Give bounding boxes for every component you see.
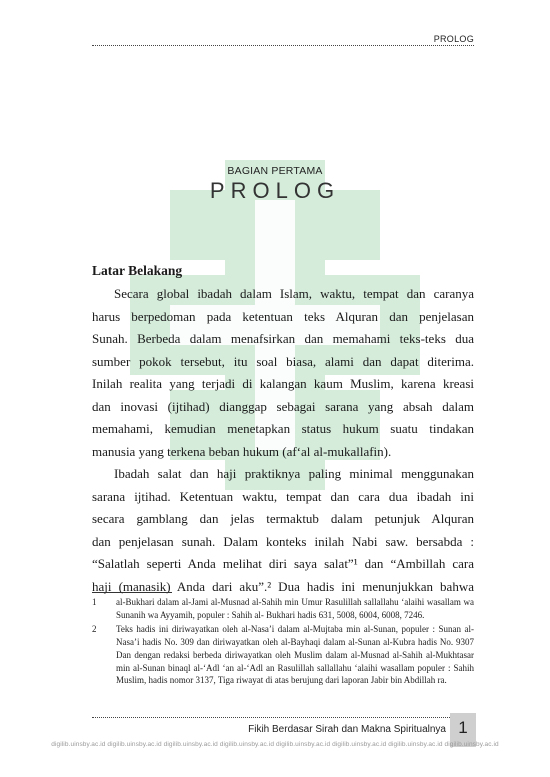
- footnote-text: Teks hadis ini diriwayatkan oleh al-Nasa’i dalam al-Mujtaba min al-Sunan, populer : Sunan al-Nasa’i hadis No. 309 dan diriwayatkan oleh al-Bayhaqi dalam al-Sunan al-Kubra hadis No. 9307 Dan dengan redaksi berbeda diriwayatkan oleh Muslim dalam al-Musnad al-Sahih al-Mukhtasar min al-Sunan binaql al-‘Adl ‘an al-‘Adl an Rasulillah sallallahu ‘alaihi wasallam populer : Sahih Muslim, hadis nomor 3137, Tiga riwayat di atas berujung dari laporan Jabir bin Abdillah ra.: [116, 624, 474, 686]
- text-line: Inilah realita yang terjadi di kalangan kaum Muslim, karena kreasi: [92, 376, 474, 391]
- text-line: Secara global ibadah dalam Islam, waktu, tempat dan caranya: [114, 286, 474, 301]
- text-line: haji (manasik) Anda dari aku”.² Dua hadis ini menunjukkan bahwa: [92, 578, 474, 594]
- footnotes: [92, 596, 474, 689]
- text-line: dan inovasi (ijtihad) dianggap sebagai sarana yang absah dalam: [92, 398, 474, 414]
- text-line: sumber pokok tersebut, itu soal biasa, alami dan dapat diterima.: [92, 353, 474, 369]
- footnote-1: [92, 596, 474, 621]
- running-head: PROLOG: [433, 34, 474, 44]
- footer-rule: [92, 717, 450, 718]
- page-number: 1: [458, 718, 468, 737]
- repository-watermark-text: digilib.uinsby.ac.id digilib.uinsby.ac.id digilib.uinsby.ac.id digilib.uinsby.ac.id digilib.uinsby.ac.id digilib.uinsby.ac.id digilib.uinsby.ac.id digilib.uinsby.ac.id: [51, 741, 499, 748]
- text-line: manusia yang terkena beban hukum (af‘al al-mukallafin).: [92, 443, 392, 459]
- text-line: harus berpedoman pada ketentuan teks Alquran dan penjelasan: [92, 308, 474, 324]
- text-line: Sunah. Berbeda dalam menafsirkan dan memahami teks-teks dua: [92, 331, 474, 346]
- text-line: “Salatlah seperti Anda melihat diri saya salat”¹ dan “Ambillah cara: [92, 556, 474, 571]
- footer-book-title: Fikih Berdasar Sirah dan Makna Spiritualnya: [248, 724, 446, 735]
- chapter-title: PROLOG: [209, 178, 341, 203]
- footnote-number: 1: [92, 597, 97, 607]
- text-line: secara gamblang dan jelas termaktub dalam petunjuk Alquran: [92, 511, 474, 526]
- header-rule: [92, 45, 474, 46]
- section-label: BAGIAN PERTAMA: [227, 165, 323, 177]
- text-line: memahami, kemudian menetapkan status hukum suatu tindakan: [92, 421, 474, 436]
- footnote-rule: [92, 592, 172, 593]
- body-text: [92, 260, 474, 598]
- subheading: Latar Belakang: [92, 263, 183, 278]
- footnote-text: al-Bukhari dalam al-Jami al-Musnad al-Sahih min Umur Rasulillah sallallahu ‘alaihi wasallam wa Sunanih wa Ayyamih, populer : Sahih al- Bukhari hadis 631, 5008, 6004, 6008, 7246.: [116, 597, 474, 620]
- footnote-2: [92, 623, 474, 687]
- text-line: dan penjelasan sunah. Dalam konteks inilah Nabi saw. bersabda :: [92, 533, 474, 549]
- paragraph-1: [92, 283, 474, 463]
- paragraph-2: [92, 463, 474, 598]
- text-line: Ibadah salat dan haji praktiknya paling minimal menggunakan: [114, 466, 474, 481]
- text-line: sarana ijtihad. Ketentuan waktu, tempat dan cara dua ibadah ini: [92, 488, 474, 504]
- footnote-number: 2: [92, 624, 97, 635]
